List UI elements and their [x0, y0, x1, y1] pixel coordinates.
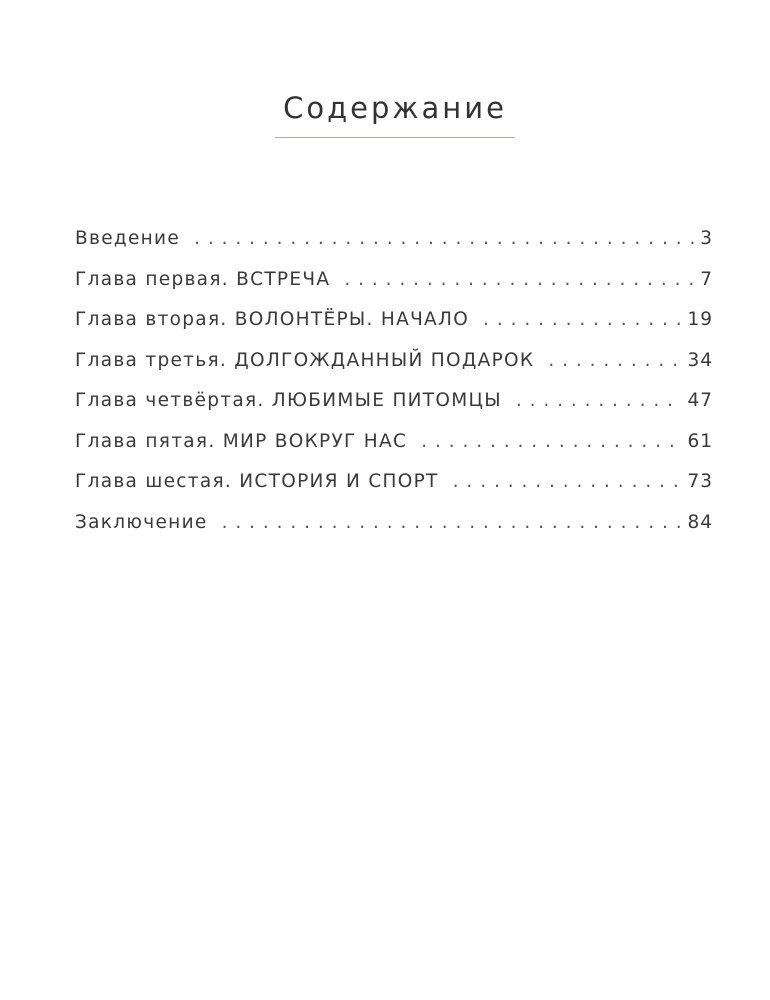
toc-entry-title: Глава вторая. ВОЛОНТЁРЫ. НАЧАЛО [75, 309, 470, 330]
dot-leader [483, 309, 681, 330]
toc-entry-page: 61 [687, 430, 713, 452]
toc-entry-chapter-1[interactable] [75, 269, 713, 310]
toc-entry-title: Заключение [75, 511, 208, 533]
dot-leader [516, 390, 682, 411]
toc-entry-title: Глава третья. ДОЛГОЖДАННЫЙ ПОДАРОК [75, 349, 535, 371]
toc-entry-title: Глава четвёртая. ЛЮБИМЫЕ ПИТОМЦЫ [75, 390, 502, 411]
toc-entry-page: 19 [687, 309, 713, 330]
toc-entry-page: 7 [700, 268, 713, 290]
toc-entry-page: 47 [687, 390, 713, 411]
toc-entry-title: Введение [75, 228, 181, 249]
dot-leader [194, 228, 694, 249]
dot-leader [222, 512, 682, 533]
toc-entry-page: 73 [687, 471, 713, 492]
toc-entry-title: Глава первая. ВСТРЕЧА [75, 268, 331, 290]
page-title: Содержание [283, 91, 507, 125]
dot-leader [548, 350, 681, 371]
dot-leader [344, 269, 694, 290]
toc-entry-chapter-4[interactable] [75, 390, 713, 431]
dot-leader [421, 431, 681, 452]
toc-entry-page: 84 [687, 511, 713, 533]
toc-entry-title: Глава пятая. МИР ВОКРУГ НАС [75, 430, 408, 452]
toc-entry-chapter-5[interactable] [75, 431, 713, 472]
toc-entry-conclusion[interactable] [75, 512, 713, 553]
toc-entry-chapter-2[interactable] [75, 309, 713, 350]
toc-entry-chapter-6[interactable] [75, 471, 713, 512]
title-block [275, 88, 515, 138]
toc-entry-title: Глава шестая. ИСТОРИЯ И СПОРТ [75, 471, 439, 492]
toc-entry-page: 3 [700, 228, 713, 249]
table-of-contents [75, 228, 713, 552]
toc-entry-page: 34 [687, 349, 713, 371]
toc-entry-chapter-3[interactable] [75, 350, 713, 391]
toc-entry-introduction[interactable] [75, 228, 713, 269]
dot-leader [453, 471, 682, 492]
title-underline [275, 137, 515, 138]
